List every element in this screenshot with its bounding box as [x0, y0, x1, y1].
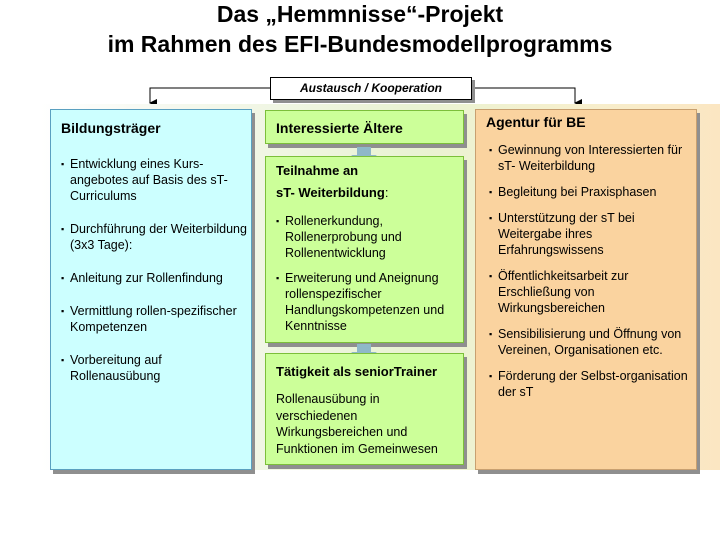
education-provider-panel [50, 109, 252, 470]
list-item: ▪ Vorbereitung auf Rollenausübung [61, 352, 247, 384]
connector-left [150, 88, 270, 103]
training-box [265, 156, 464, 343]
agency-list [489, 142, 689, 400]
training-heading-text: sT- Weiterbildung [276, 185, 385, 200]
activity-box [265, 353, 464, 465]
list-item: ▪ Begleitung bei Praxisphasen [489, 184, 689, 200]
title-line-1: Das „Hemmnisse“-Projekt [216, 1, 504, 27]
list-item: ▪ Vermittlung rollen-spezifischer Kompetenzen [61, 303, 247, 335]
list-item: ▪ Förderung der Selbst-organisation der sT [489, 368, 689, 400]
education-provider-heading: Bildungsträger [61, 120, 161, 136]
list-item: ▪ Erweiterung und Aneignung rollenspezifischer Handlungskompetenzen und Kenntnisse [276, 270, 461, 334]
activity-heading: Tätigkeit als seniorTrainer [276, 364, 438, 379]
activity-text: Rollenausübung in verschiedenen Wirkungsbereichen und Funktionen im Gemeinwesen [276, 392, 438, 456]
exchange-label: Austausch / Kooperation [270, 77, 472, 100]
list-item: ▪ Öffentlichkeitsarbeit zur Erschließung von Wirkungsbereichen [489, 268, 689, 316]
agency-heading: Agentur für BE [486, 114, 586, 130]
interested-seniors-heading: Interessierte Ältere [276, 120, 403, 136]
training-heading-suffix: : [384, 185, 389, 200]
list-item: ▪ Anleitung zur Rollenfindung [61, 270, 247, 286]
list-item: ▪ Entwicklung eines Kurs-angebotes auf Basis des sT- Curriculums [61, 156, 247, 204]
list-item: ▪ Durchführung der Weiterbildung (3x3 Tage): [61, 221, 247, 253]
training-heading-line-1: Teilnahme an [276, 163, 359, 178]
list-item: ▪ Rollenerkundung, Rollenerprobung und Rollenentwicklung [276, 213, 461, 261]
education-provider-list [61, 156, 247, 384]
training-heading-line-2 [276, 185, 388, 200]
list-item: ▪ Gewinnung von Interessierten für sT- Weiterbildung [489, 142, 689, 174]
list-item: ▪ Unterstützung der sT bei Weitergabe ihres Erfahrungswissens [489, 210, 689, 258]
agency-panel [475, 109, 697, 470]
connector-right [470, 88, 575, 103]
list-item: ▪ Sensibilisierung und Öffnung von Vereinen, Organisationen etc. [489, 326, 689, 358]
training-list [276, 213, 461, 334]
title-line-2: im Rahmen des EFI-Bundesmodellprogramms [107, 31, 613, 57]
interested-seniors-box [265, 110, 464, 144]
